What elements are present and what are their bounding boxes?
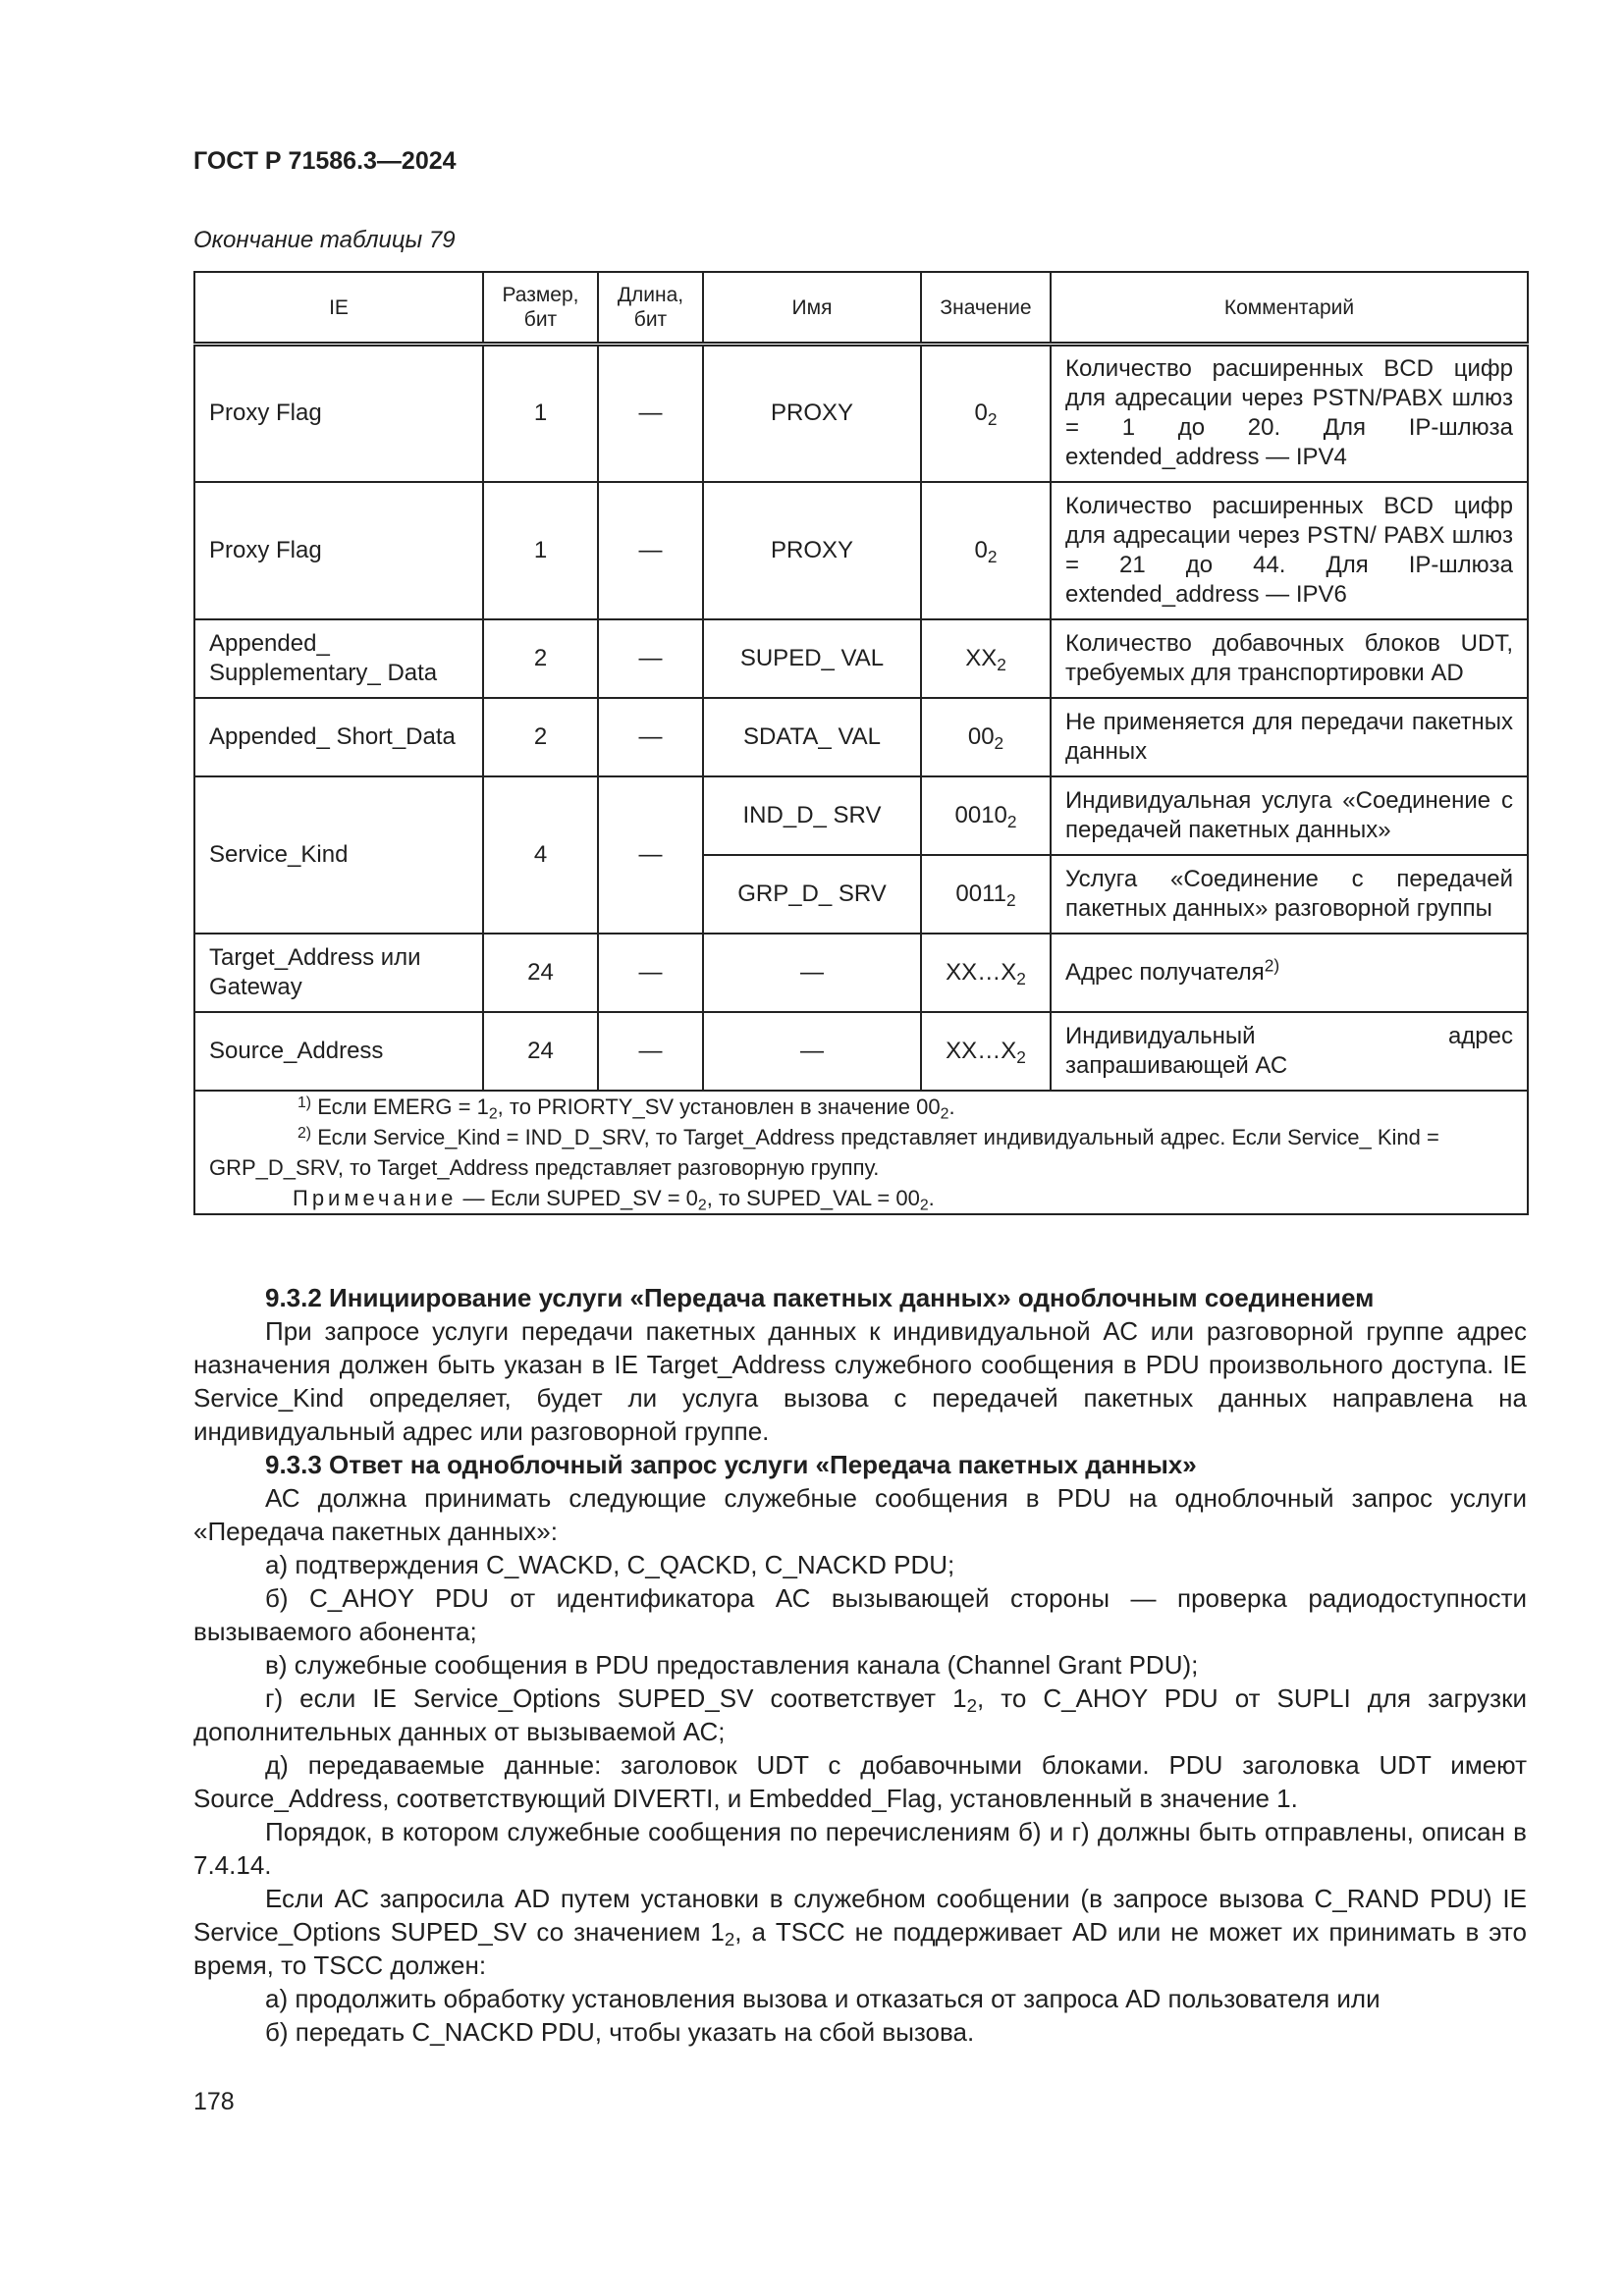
paragraph (193, 1882, 1527, 1982)
footnote-1-sub-b: 2 (940, 1104, 949, 1122)
col-header-size: Размер, бит (483, 272, 598, 345)
footnote-2-mark: 2) (298, 1124, 312, 1142)
cell-comment: Индивидуальный адрес запрашивающей АС (1051, 1012, 1528, 1091)
footnote-1-sub-a: 2 (488, 1104, 498, 1122)
heading-9-3-2: 9.3.2 Инициирование услуги «Передача пакетных данных» одноблочным соединением (265, 1283, 1375, 1312)
list-item: в) служебные сообщения в PDU предоставления канала (Channel Grant PDU); (265, 1650, 1199, 1680)
cell-length: — (598, 934, 703, 1012)
col-header-value: Значение (921, 272, 1051, 345)
cell-comment: Количество расширенных BCD цифр для адресации через PSTN/PABX шлюз = 1 до 20. Для IP-шлюза extended_address — IPV4 (1051, 345, 1528, 482)
value-base: 00 (967, 722, 995, 750)
value-subscript: 2 (1006, 811, 1017, 831)
cell-name: GRP_D_ SRV (703, 855, 921, 934)
heading-9-3-3: 9.3.3 Ответ на одноблочный запрос услуги «Передача пакетных данных» (265, 1450, 1197, 1479)
list-item: б) C_AHOY PDU от идентификатора АС вызывающей стороны — проверка радиодоступности вызываемого абонента; (193, 1583, 1527, 1646)
cell-length: — (598, 1012, 703, 1091)
value-base: 0011 (955, 880, 1006, 907)
cell-comment: Количество расширенных BCD цифр для адресации через PSTN/ PABX шлюз = 21 до 44. Для IP-шлюза extended_address — IPV6 (1051, 482, 1528, 619)
cell-length: — (598, 619, 703, 698)
value-subscript: 2 (994, 732, 1004, 753)
note-sub-a: 2 (697, 1196, 707, 1213)
cell-name: — (703, 1012, 921, 1091)
cell-ie: Appended_ Short_Data (194, 698, 483, 776)
list-item: б) передать C_NACKD PDU, чтобы указать на сбой вызова. (265, 2017, 975, 2047)
list-item (193, 1682, 1527, 1748)
cell-comment: Не применяется для передачи пакетных данных (1051, 698, 1528, 776)
cell-ie: Service_Kind (194, 776, 483, 934)
table-row (194, 1012, 1528, 1091)
list-item-sub: 2 (966, 1695, 977, 1717)
list-item: а) продолжить обработку установления вызова и отказаться от запроса AD пользователя или (265, 1984, 1380, 2013)
table-caption: Окончание таблицы 79 (193, 227, 456, 253)
table-notes (194, 1091, 1528, 1214)
note-label: Примечание (293, 1185, 458, 1210)
cell-comment: Количество добавочных блоков UDT, требуемых для транспортировки AD (1051, 619, 1528, 698)
value-base: 0 (974, 400, 988, 427)
cell-length: — (598, 482, 703, 619)
cell-name: SDATA_ VAL (703, 698, 921, 776)
table-row (194, 698, 1528, 776)
cell-size: 24 (483, 934, 598, 1012)
note-text-b: , то SUPED_VAL = 00 (706, 1185, 920, 1210)
footnote-2 (209, 1122, 1513, 1183)
value-subscript: 2 (987, 409, 998, 430)
paragraph-sub: 2 (724, 1929, 735, 1950)
cell-name: IND_D_ SRV (703, 776, 921, 855)
footnote-1-text-b: , то PRIORTY_SV установлен в значение 00 (497, 1094, 941, 1119)
body-text (193, 1281, 1527, 2049)
cell-name: PROXY (703, 482, 921, 619)
cell-size: 4 (483, 776, 598, 934)
paragraph: Порядок, в котором служебные сообщения по перечислениям б) и г) должны быть отправлены, описан в 7.4.14. (193, 1817, 1527, 1880)
cell-comment: Услуга «Соединение с передачей пакетных данных» разговорной группы (1051, 855, 1528, 934)
table-notes-row (194, 1091, 1528, 1214)
value-subscript: 2 (1016, 1046, 1026, 1067)
cell-value (921, 345, 1051, 482)
cell-value (921, 482, 1051, 619)
table-header-row (194, 272, 1528, 345)
footnote-1-mark: 1) (298, 1094, 312, 1111)
footnote-ref-2: 2) (1264, 954, 1280, 975)
paragraph-text-a: Если АС запросила AD путем установки в служебном сообщении (в запросе вызова C_RAND PDU) IE Service_Options SUPED_SV со значением 1 (193, 1884, 1528, 1947)
table-row (194, 934, 1528, 1012)
document-header: ГОСТ Р 71586.3—2024 (193, 147, 457, 175)
table-row (194, 776, 1528, 855)
value-subscript: 2 (997, 654, 1006, 674)
cell-length: — (598, 698, 703, 776)
cell-name: — (703, 934, 921, 1012)
paragraph: При запросе услуги передачи пакетных данных к индивидуальной АС или разговорной группе адрес назначения должен быть указан в IE Target_Address служебного сообщения в PDU произвольного доступа. IE Service_Kind определяет, будет ли услуга вызова с передачей пакетных данных направлена на индивидуальный адрес или разговорной группе. (193, 1316, 1527, 1446)
table-row (194, 482, 1528, 619)
comment-text: Адрес получателя (1065, 958, 1265, 986)
cell-size: 2 (483, 619, 598, 698)
value-base: 0010 (954, 801, 1007, 828)
cell-ie: Proxy Flag (194, 482, 483, 619)
cell-length: — (598, 776, 703, 934)
col-header-name: Имя (703, 272, 921, 345)
cell-ie: Source_Address (194, 1012, 483, 1091)
cell-value (921, 698, 1051, 776)
paragraph-text-b: , а TSCC не поддерживает AD или не может их принимать в это время, то TSCC должен: (193, 1917, 1527, 1980)
cell-value (921, 934, 1051, 1012)
value-base: XX (965, 644, 998, 671)
value-base: XX…X (946, 958, 1017, 986)
col-header-length: Длина, бит (598, 272, 703, 345)
footnote-1 (209, 1092, 1513, 1122)
table-row (194, 619, 1528, 698)
cell-ie: Proxy Flag (194, 345, 483, 482)
cell-value (921, 855, 1051, 934)
value-subscript: 2 (987, 546, 998, 566)
value-subscript: 2 (1006, 889, 1016, 910)
cell-comment (1051, 934, 1528, 1012)
cell-name: PROXY (703, 345, 921, 482)
cell-value (921, 619, 1051, 698)
value-base: XX…X (946, 1037, 1017, 1064)
paragraph: АС должна принимать следующие служебные сообщения в PDU на одноблочный запрос услуги «Передача пакетных данных»: (193, 1483, 1527, 1546)
footnote-1-text-a: Если EMERG = 1 (317, 1094, 489, 1119)
note-text-a: — Если SUPED_SV = 0 (457, 1185, 698, 1210)
list-item: а) подтверждения C_WACKD, C_QACKD, C_NACKD PDU; (265, 1550, 955, 1579)
list-item-text-b: , то C_AHOY PDU от SUPLI для загрузки дополнительных данных от вызываемой АС; (193, 1683, 1527, 1746)
col-header-ie: IE (194, 272, 483, 345)
list-item: д) передаваемые данные: заголовок UDT с добавочными блоками. PDU заголовка UDT имеют Source_Address, соответствующий DIVERTI, и Embedded_Flag, установленный в значение 1. (193, 1750, 1527, 1813)
cell-value (921, 1012, 1051, 1091)
cell-length: — (598, 345, 703, 482)
note-sub-b: 2 (919, 1196, 929, 1213)
footnote-2-text: Если Service_Kind = IND_D_SRV, то Target_Address представляет индивидуальный адрес. Если Service_ Kind = GRP_D_SRV, то Target_Address представляет разговорную группу. (209, 1124, 1439, 1180)
table-row (194, 345, 1528, 482)
table-79 (193, 271, 1529, 1215)
page-number: 178 (193, 2088, 235, 2115)
cell-ie: Target_Address или Gateway (194, 934, 483, 1012)
cell-size: 1 (483, 482, 598, 619)
cell-size: 2 (483, 698, 598, 776)
cell-name: SUPED_ VAL (703, 619, 921, 698)
cell-comment: Индивидуальная услуга «Соединение с передачей пакетных данных» (1051, 776, 1528, 855)
footnote-1-text-c: . (948, 1094, 955, 1119)
cell-size: 24 (483, 1012, 598, 1091)
table-note (209, 1183, 1513, 1213)
list-item-text-a: г) если IE Service_Options SUPED_SV соответствует 1 (265, 1683, 967, 1713)
col-header-comment: Комментарий (1051, 272, 1528, 345)
value-subscript: 2 (1016, 968, 1026, 988)
cell-value (921, 776, 1051, 855)
cell-size: 1 (483, 345, 598, 482)
note-text-c: . (928, 1185, 935, 1210)
cell-ie: Appended_ Supplementary_ Data (194, 619, 483, 698)
value-base: 0 (974, 536, 988, 563)
